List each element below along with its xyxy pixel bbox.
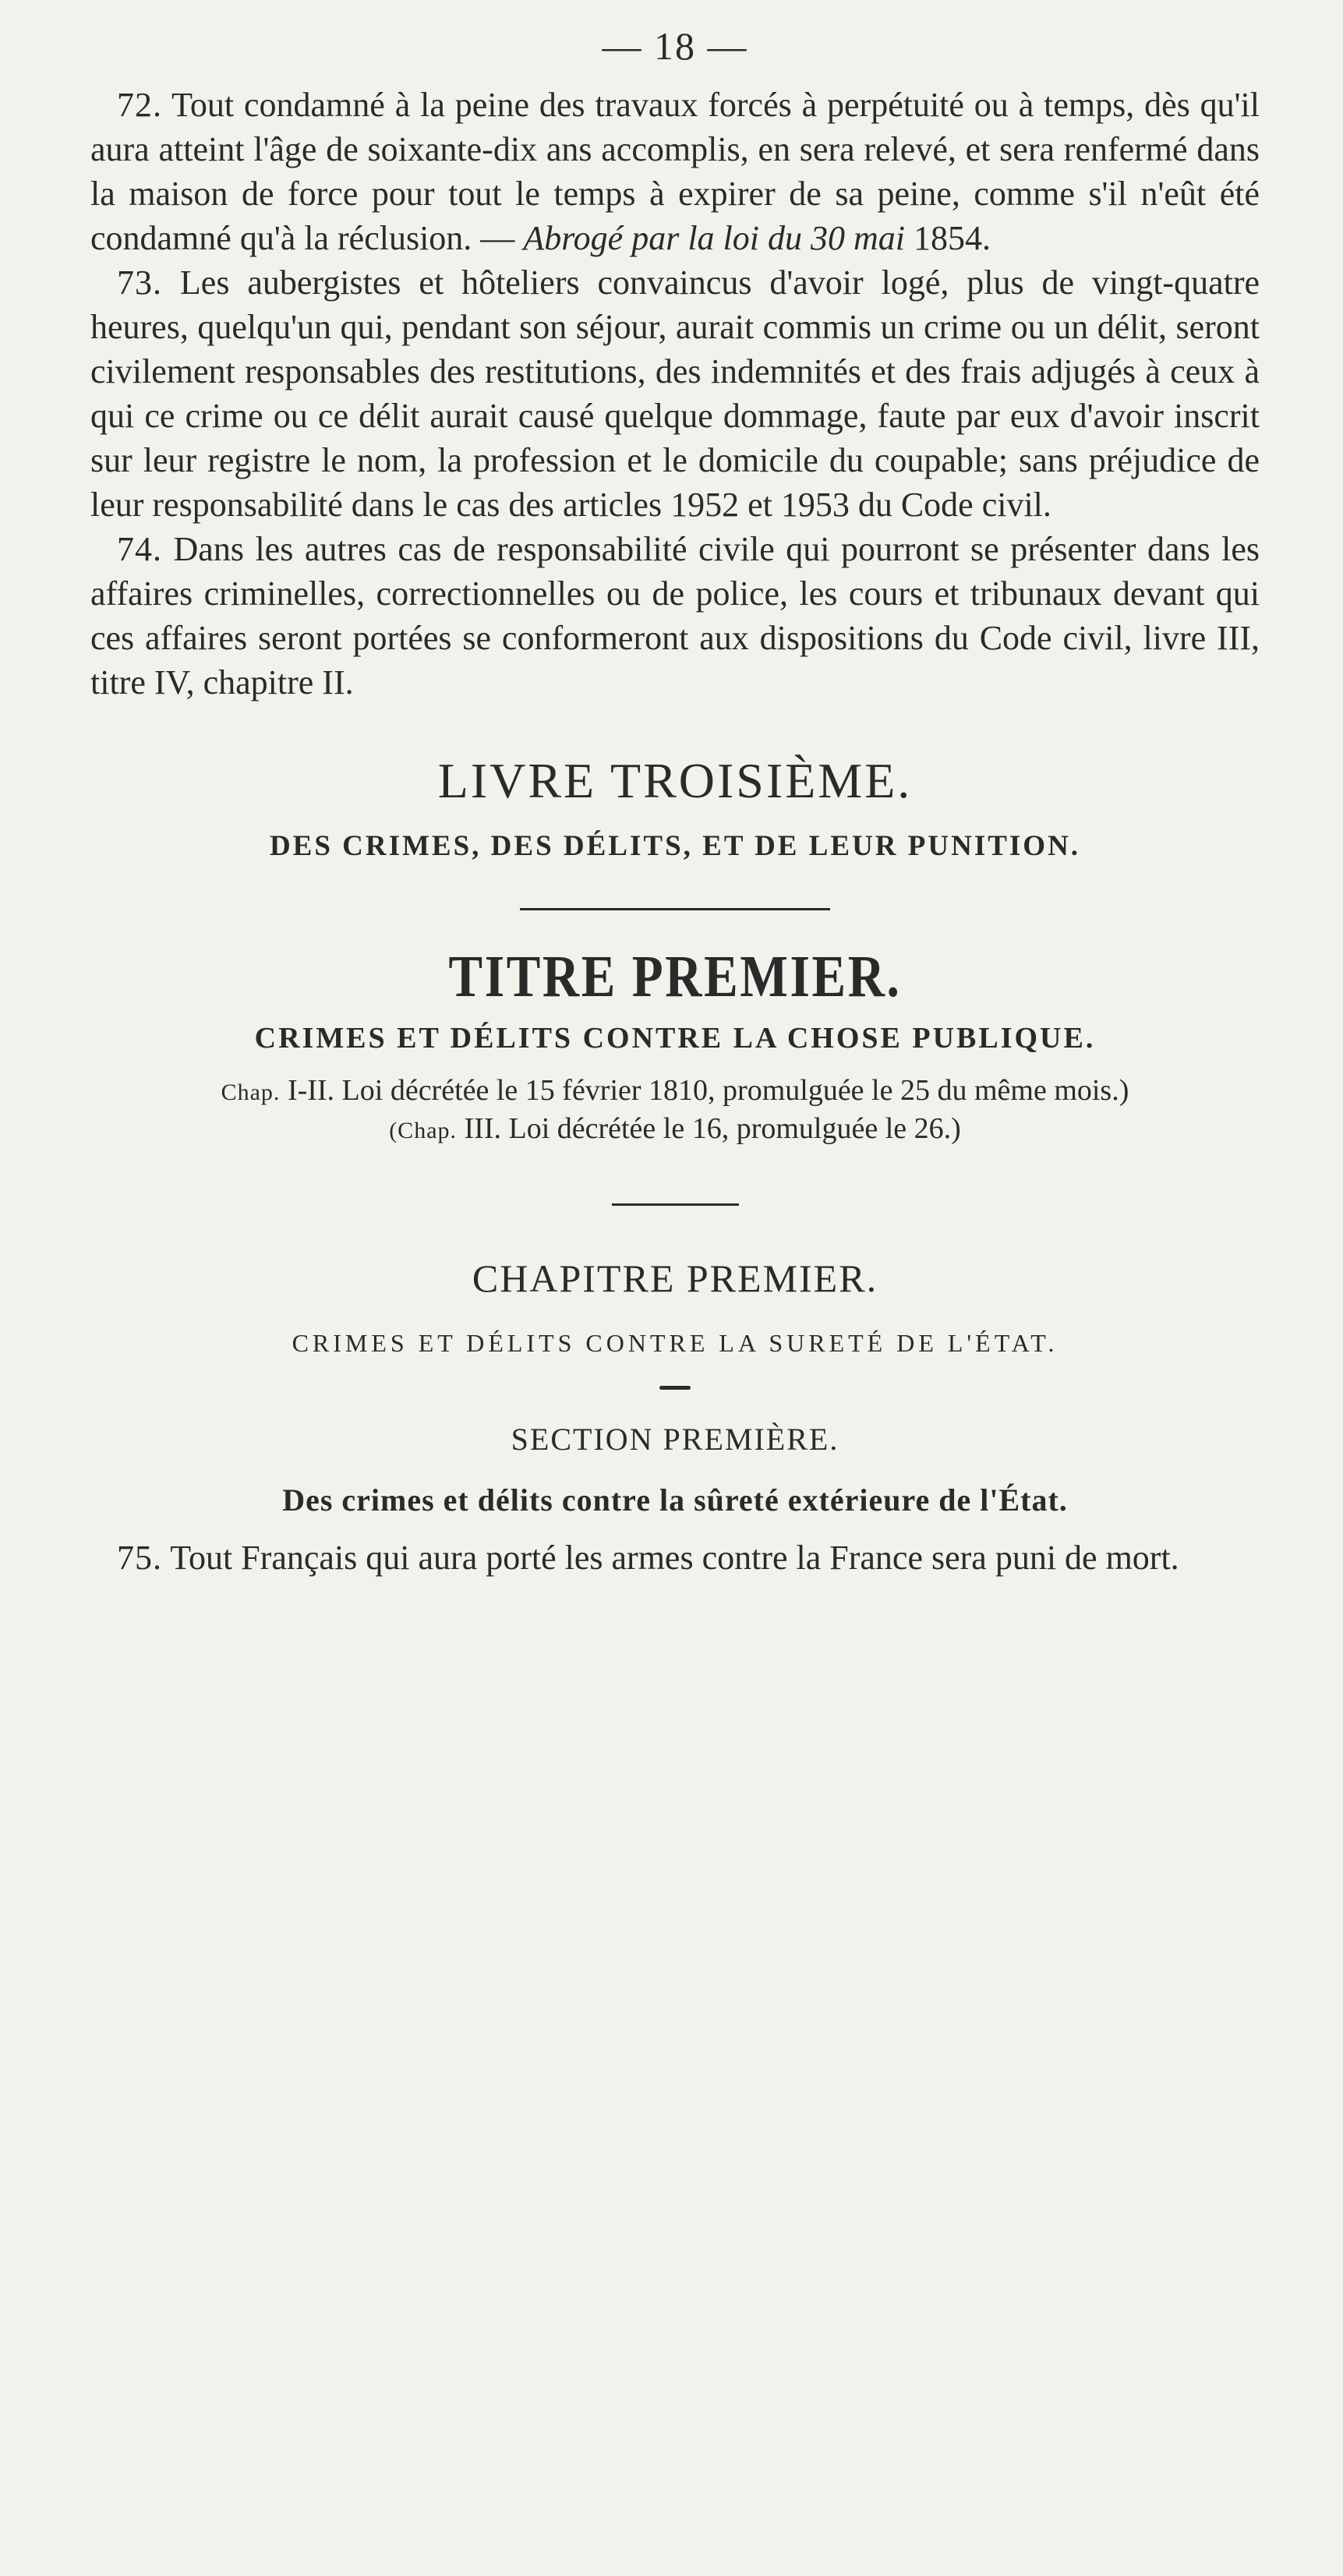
divider-rule	[520, 908, 830, 910]
article-72	[90, 83, 1260, 260]
article-number: 72.	[117, 86, 162, 124]
chapter-abbrev: (Chap.	[389, 1118, 458, 1143]
abrogation-note: Abrogé par la loi du 30 mai	[523, 219, 906, 257]
page-number: — 18 —	[602, 24, 748, 68]
livre-subtitle: DES CRIMES, DES DÉLITS, ET DE LEUR PUNITION.	[269, 830, 1081, 862]
section-title: SECTION PREMIÈRE.	[511, 1422, 839, 1457]
promulgation-text: III. Loi décrétée le 16, promulguée le 26.)	[464, 1112, 961, 1145]
divider-dash	[659, 1386, 691, 1390]
article-text: Tout condamné à la peine des travaux forcés à perpétuité ou à temps, dès qu'il aura atteint l'âge de soixante-dix ans accomplis, en sera relevé, et sera renfermé dans la maison de force pour tout le temps à expirer de sa peine, comme s'il n'eût été condamné qu'à la réclusion. —	[90, 86, 1260, 257]
article-75	[90, 1535, 1260, 1580]
divider-rule	[612, 1203, 739, 1206]
titre-title: TITRE PREMIER.	[448, 944, 902, 1009]
chapter-title: CHAPITRE PREMIER.	[472, 1256, 878, 1300]
article-74	[90, 527, 1260, 705]
article-number: 74.	[117, 530, 162, 568]
article-number: 73.	[117, 263, 162, 302]
page-content	[90, 23, 1260, 1580]
article-number: 75.	[117, 1539, 162, 1577]
article-text: Dans les autres cas de responsabilité civile qui pourront se présenter dans les affaires criminelles, correctionnelles ou de police, les cours et tribunaux devant qui ces affaires seront portées se conformeront aux dispositions du Code civil, livre III, titre IV, chapitre II.	[90, 530, 1260, 701]
article-text: Les aubergistes et hôteliers convaincus d'avoir logé, plus de vingt-quatre heures, quelqu'un qui, pendant son séjour, aurait commis un crime ou un délit, seront civilement responsables des restitutions, des indemnités et des frais adjugés à ceux à qui ce crime ou ce délit aurait causé quelque dommage, faute par eux d'avoir inscrit sur leur registre le nom, la profession et le domicile du coupable; sans préjudice de leur responsabilité dans le cas des articles 1952 et 1953 du Code civil.	[90, 263, 1260, 524]
livre-title: LIVRE TROISIÈME.	[437, 753, 913, 808]
promulgation-text: I-II. Loi décrétée le 15 février 1810, promulguée le 25 du même mois.)	[287, 1074, 1129, 1107]
chapter-abbrev: Chap.	[221, 1080, 281, 1105]
article-73	[90, 260, 1260, 527]
section-heading: Des crimes et délits contre la sûreté extérieure de l'État.	[282, 1482, 1068, 1518]
promulgation-note	[90, 1072, 1260, 1111]
titre-subtitle: CRIMES ET DÉLITS CONTRE LA CHOSE PUBLIQUE.	[254, 1022, 1096, 1055]
promulgation-note	[90, 1111, 1260, 1149]
abrogation-year: 1854.	[914, 219, 991, 257]
article-text: Tout Français qui aura porté les armes contre la France sera puni de mort.	[170, 1539, 1179, 1577]
chapter-subtitle: CRIMES ET DÉLITS CONTRE LA SURETÉ DE L'ÉTAT.	[292, 1329, 1058, 1357]
